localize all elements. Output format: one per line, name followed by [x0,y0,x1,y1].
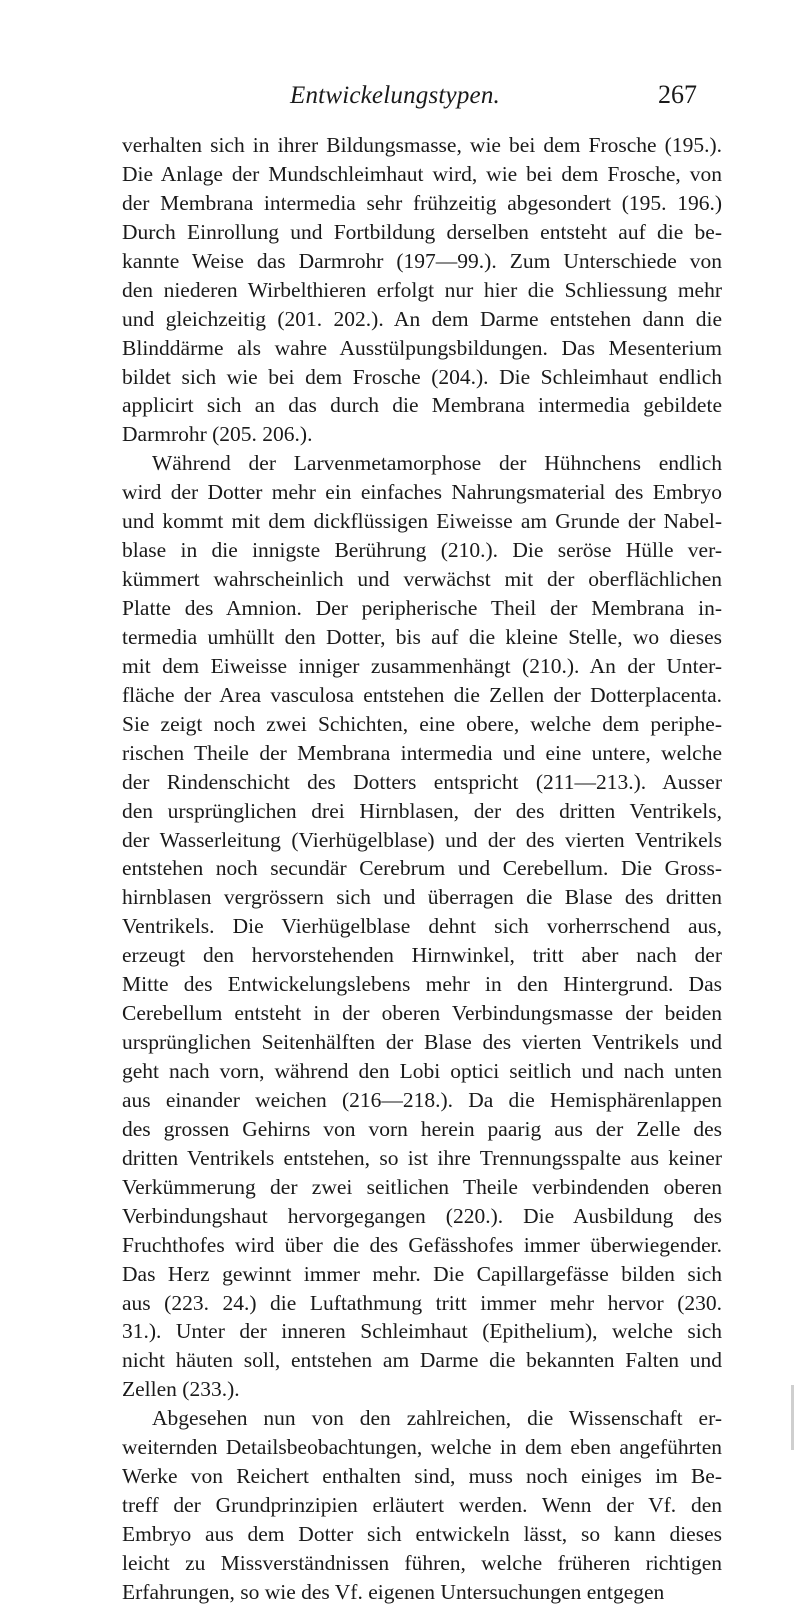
text-line: bildet sich wie bei dem Frosche (204.). Die Schleimhaut endlich [122,364,722,389]
text-line: applicirt sich an das durch die Membrana intermedia gebildete [122,393,722,418]
page-header [0,80,800,120]
text-line: Fruchthofes wird über die des Gefässhofes immer überwiegender. [122,1232,722,1257]
text-line: den ursprünglichen drei Hirnblasen, der des dritten Ventrikels, [122,798,722,823]
text-line: 31.). Unter der inneren Schleimhaut (Epithelium), welche sich [122,1319,722,1344]
page-number: 267 [658,80,697,109]
text-line: Die Anlage der Mundschleimhaut wird, wie bei dem Frosche, von [122,161,722,186]
text-line: Mitte des Entwickelungslebens mehr in den Hintergrund. Das [122,972,722,997]
text-line: Werke von Reichert enthalten sind, muss noch einiges im Be- [122,1464,722,1489]
text-line: kannte Weise das Darmrohr (197—99.). Zum Unterschiede von [122,248,722,273]
text-line: Platte des Amnion. Der peripherische Theil der Membrana in- [122,596,722,620]
text-line: Darmrohr (205. 206.). [122,422,313,447]
text-line: fläche der Area vasculosa entstehen die Zellen der Dotterplacenta. [122,682,722,707]
text-line: hirnblasen vergrössern sich und überragen die Blase des dritten [122,885,722,910]
text-line: Sie zeigt noch zwei Schichten, eine obere, welche dem periphe- [122,711,722,736]
text-line: Verkümmerung der zwei seitlichen Theile verbindenden oberen [122,1174,722,1199]
running-title: Entwickelungstypen. [290,82,500,109]
text-line: verhalten sich in ihrer Bildungsmasse, wie bei dem Frosche (195.). [122,133,722,157]
text-line: Embryo aus dem Dotter sich entwickeln lässt, so kann dieses [122,1522,722,1546]
text-line: aus einander weichen (216—218.). Da die Hemisphärenlappen [122,1087,722,1112]
text-line: Während der Larvenmetamorphose der Hühnchens endlich [152,451,722,476]
text-line: Abgesehen nun von den zahlreichen, die Wissenschaft er- [152,1406,722,1431]
text-line: rischen Theile der Membrana intermedia und eine untere, welche [122,740,722,765]
text-line: nicht häuten soll, entstehen am Darme die bekannten Falten und [122,1348,722,1373]
text-line: Cerebellum entsteht in der oberen Verbindungsmasse der beiden [122,1001,722,1026]
text-line: der Wasserleitung (Vierhügelblase) und der des vierten Ventrikels [122,827,722,852]
text-line: des grossen Gehirns von vorn herein paarig aus der Zelle des [122,1116,722,1141]
text-line: weiternden Detailsbeobachtungen, welche in dem eben angeführten [122,1435,722,1460]
text-line: termedia umhüllt den Dotter, bis auf die kleine Stelle, wo dieses [122,624,722,649]
text-line: mit dem Eiweisse inniger zusammenhängt (210.). An der Unter- [122,653,722,678]
text-line: entstehen noch secundär Cerebrum und Cerebellum. Die Gross- [122,856,722,881]
text-line: wird der Dotter mehr ein einfaches Nahrungsmaterial des Embryo [122,480,722,505]
text-line: Zellen (233.). [122,1377,240,1402]
text-line: der Membrana intermedia sehr frühzeitig abgesondert (195. 196.) [122,190,722,215]
text-line: Erfahrungen, so wie des Vf. eigenen Untersuchungen entgegen [122,1579,665,1604]
text-line: der Rindenschicht des Dotters entspricht (211—213.). Ausser [122,769,722,794]
text-line: blase in die innigste Berührung (210.). Die seröse Hülle ver- [122,538,722,563]
text-line: und kommt mit dem dickflüssigen Eiweisse am Grunde der Nabel- [122,509,722,534]
text-line: Das Herz gewinnt immer mehr. Die Capillargefässe bilden sich [122,1261,722,1286]
text-line: Blinddärme als wahre Ausstülpungsbildungen. Das Mesenterium [122,335,722,360]
text-line: leicht zu Missverständnissen führen, welche früheren richtigen [122,1550,722,1575]
text-line: kümmert wahrscheinlich und verwächst mit der oberflächlichen [122,567,722,592]
text-line: Durch Einrollung und Fortbildung derselben entsteht auf die be- [122,219,722,244]
text-line: und gleichzeitig (201. 202.). An dem Darme entstehen dann die [122,306,722,331]
text-line: den niederen Wirbelthieren erfolgt nur hier die Schliessung mehr [122,277,722,302]
text-line: treff der Grundprinzipien erläutert werden. Wenn der Vf. den [122,1493,722,1518]
text-line: ursprünglichen Seitenhälften der Blase des vierten Ventrikels und [122,1030,722,1055]
text-line: aus (223. 24.) die Luftathmung tritt immer mehr hervor (230. [122,1290,722,1315]
text-line: erzeugt den hervorstehenden Hirnwinkel, tritt aber nach der [122,943,722,968]
text-line: geht nach vorn, während den Lobi optici seitlich und nach unten [122,1059,722,1083]
body-text [122,131,722,1607]
text-line: dritten Ventrikels entstehen, so ist ihre Trennungsspalte aus keiner [122,1145,722,1170]
scan-edge-mark [791,1385,794,1450]
text-line: Ventrikels. Die Vierhügelblase dehnt sich vorherrschend aus, [122,914,722,939]
text-line: Verbindungshaut hervorgegangen (220.). Die Ausbildung des [122,1203,722,1228]
